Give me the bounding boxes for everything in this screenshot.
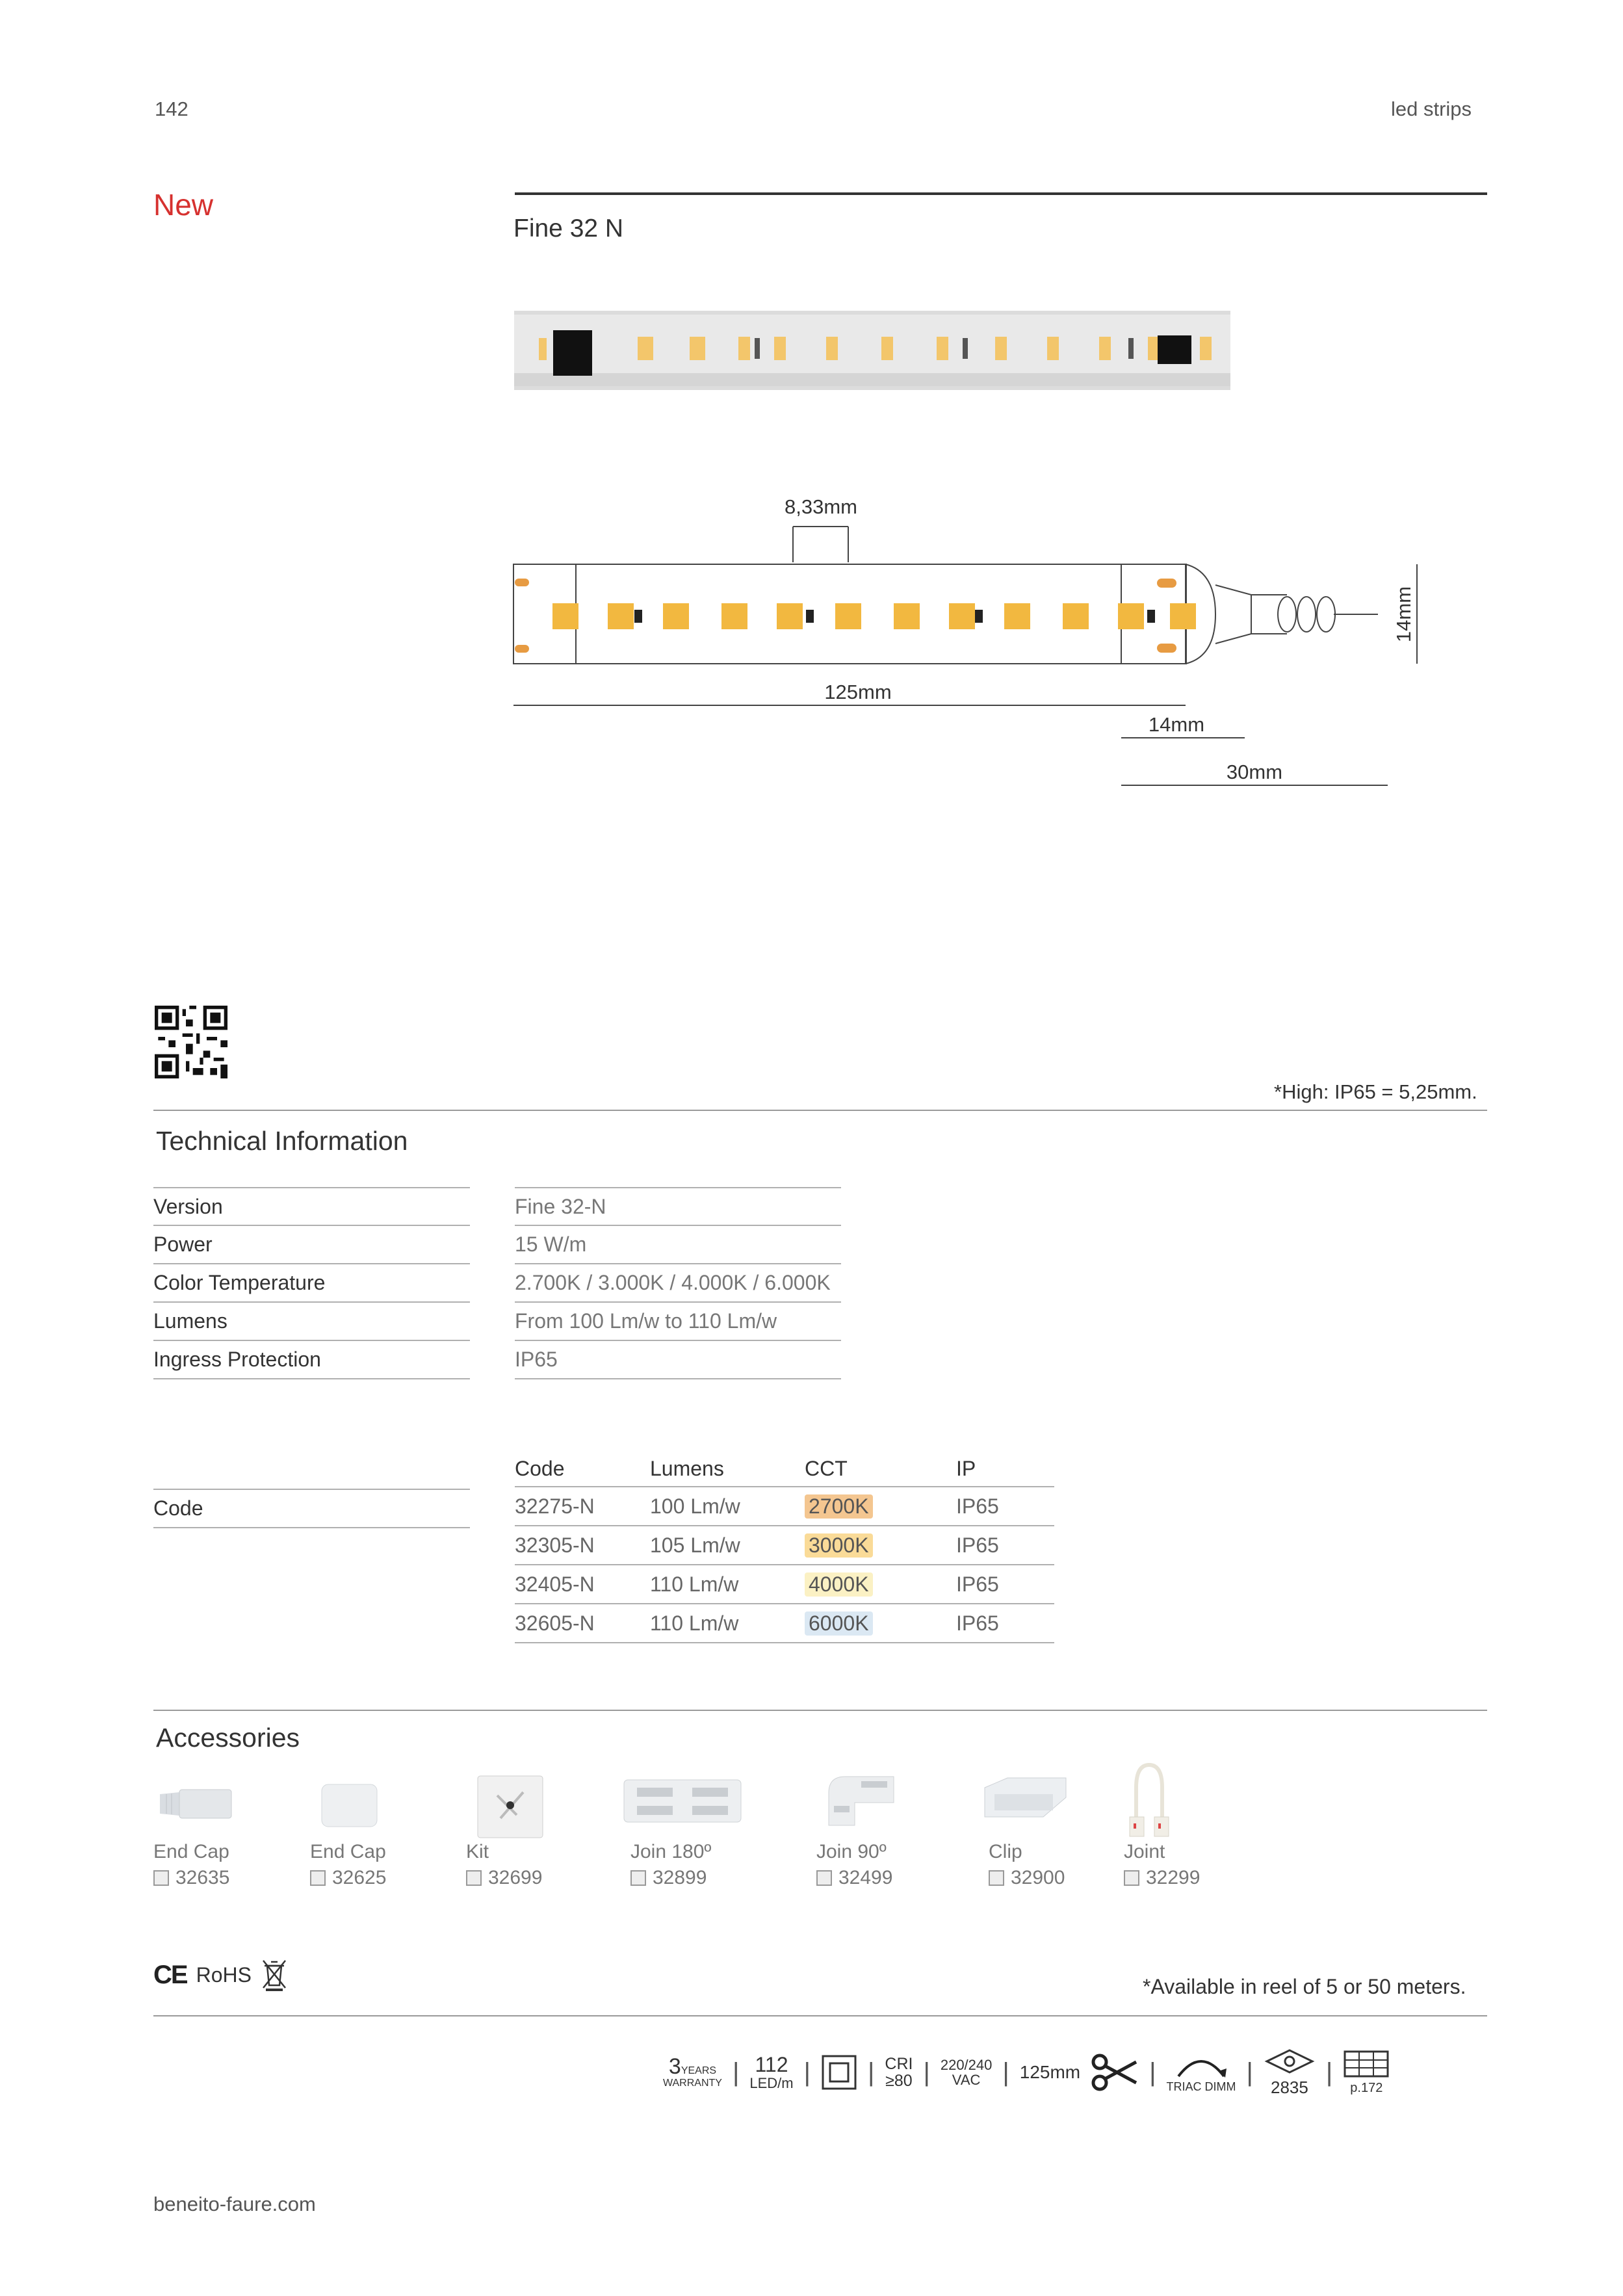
code-label-block	[153, 1489, 470, 1528]
cell-lumens: 105 Lm/w	[650, 1533, 740, 1557]
accessory-code: 32625	[332, 1867, 387, 1888]
tech-label-column	[153, 1187, 470, 1379]
led-strip-photo	[514, 311, 1230, 390]
header-code: Code	[515, 1456, 565, 1480]
class-ii-icon	[821, 2054, 857, 2091]
tech-label: Color Temperature	[153, 1271, 326, 1294]
website-link[interactable]: beneito-faure.com	[153, 2193, 316, 2215]
smd-chip-icon	[1264, 2048, 1316, 2076]
accessory-code: 32635	[175, 1867, 230, 1888]
tech-value: 2.700K / 3.000K / 4.000K / 6.000K	[515, 1271, 831, 1294]
page-reference[interactable]: p.172	[1343, 2050, 1390, 2095]
tech-value-column	[515, 1187, 841, 1379]
accessory-name: End Cap	[310, 1841, 386, 1862]
dimmer-arc-icon	[1172, 2052, 1230, 2078]
accessory-item[interactable]	[816, 1841, 892, 1889]
new-badge: New	[153, 188, 214, 222]
tech-value: 15 W/m	[515, 1233, 587, 1256]
accessory-code: 32900	[1011, 1867, 1065, 1888]
accessories-title: Accessories	[156, 1723, 300, 1753]
table-row	[515, 1526, 1054, 1565]
table-row	[515, 1604, 1054, 1643]
length-label: 125mm	[824, 681, 892, 703]
header-ip: IP	[956, 1456, 976, 1480]
checkbox[interactable]	[466, 1870, 482, 1886]
end-label: 30mm	[1226, 761, 1283, 783]
checkbox[interactable]	[153, 1870, 169, 1886]
tech-value: Fine 32-N	[515, 1194, 606, 1218]
checkbox[interactable]	[989, 1870, 1004, 1886]
joint-cable-icon[interactable]	[1117, 1762, 1182, 1840]
cell-lumens: 110 Lm/w	[650, 1611, 739, 1635]
tech-value: IP65	[515, 1348, 558, 1371]
accessory-code: 32699	[488, 1867, 543, 1888]
code-table	[515, 1451, 1054, 1643]
qr-code[interactable]	[155, 1006, 227, 1078]
height-label: 14mm	[1392, 586, 1415, 643]
accessory-name: Kit	[466, 1841, 489, 1862]
header-cct: CCT	[805, 1456, 848, 1480]
ce-mark: CE	[153, 1960, 187, 1989]
ip-height-note: *High: IP65 = 5,25mm.	[1274, 1080, 1477, 1103]
separator: |	[803, 2057, 811, 2087]
technical-title: Technical Information	[156, 1126, 408, 1156]
separator: |	[923, 2057, 930, 2087]
separator: |	[1149, 2057, 1156, 2087]
tech-label: Version	[153, 1194, 223, 1218]
separator: |	[1002, 2057, 1009, 2087]
accessory-name: Clip	[989, 1841, 1022, 1862]
accessory-name: Join 180º	[630, 1841, 712, 1862]
code-label: Code	[153, 1496, 203, 1520]
accessory-code: 32899	[653, 1867, 707, 1888]
accessory-item[interactable]	[466, 1841, 542, 1889]
header-lumens: Lumens	[650, 1456, 724, 1480]
warranty-badge: 3YEARS WARRANTY	[663, 2054, 722, 2089]
accessory-code: 32299	[1146, 1867, 1201, 1888]
voltage: 220/240 VAC	[940, 2056, 993, 2088]
dimming: TRIAC DIMM	[1167, 2052, 1236, 2093]
separator: |	[1325, 2057, 1333, 2087]
divider	[153, 2015, 1487, 2016]
divider	[153, 1710, 1487, 1711]
cct-badge: 3000K	[805, 1533, 873, 1558]
accessory-name: Joint	[1124, 1841, 1165, 1862]
accessory-item[interactable]	[153, 1841, 229, 1889]
table-row	[515, 1487, 1054, 1526]
chip-type: 2835	[1264, 2048, 1316, 2096]
cell-code: 32605-N	[515, 1611, 595, 1635]
cell-lumens: 110 Lm/w	[650, 1572, 739, 1596]
cap-label: 14mm	[1148, 713, 1205, 736]
checkbox[interactable]	[816, 1870, 832, 1886]
checkbox[interactable]	[630, 1870, 646, 1886]
kit-bag-icon[interactable]	[471, 1769, 549, 1841]
accessory-name: End Cap	[153, 1841, 229, 1862]
code-table-header	[515, 1451, 1054, 1487]
certifications	[153, 1958, 288, 1992]
tech-label: Power	[153, 1233, 213, 1256]
cct-badge: 4000K	[805, 1572, 873, 1597]
join-180-icon[interactable]	[621, 1773, 744, 1829]
accessory-item[interactable]	[310, 1841, 386, 1889]
cell-ip: IP65	[956, 1533, 999, 1557]
cell-code: 32275-N	[515, 1494, 595, 1518]
cell-ip: IP65	[956, 1611, 999, 1635]
join-90-icon[interactable]	[816, 1767, 900, 1832]
end-cap-block-icon[interactable]	[318, 1781, 380, 1830]
separator: |	[1246, 2057, 1253, 2087]
accessory-item[interactable]	[630, 1841, 711, 1889]
cct-badge: 2700K	[805, 1494, 873, 1519]
page-number: 142	[155, 98, 188, 120]
cell-ip: IP65	[956, 1494, 999, 1518]
dimension-diagram	[507, 481, 1495, 800]
clip-icon[interactable]	[981, 1771, 1069, 1827]
cct-badge: 6000K	[805, 1611, 873, 1636]
reel-note: *Available in reel of 5 or 50 meters.	[1143, 1975, 1466, 1998]
checkbox[interactable]	[1124, 1870, 1139, 1886]
cell-ip: IP65	[956, 1572, 999, 1596]
divider	[153, 1110, 1487, 1111]
weee-bin-icon	[261, 1958, 288, 1992]
tech-label: Ingress Protection	[153, 1348, 321, 1371]
checkbox[interactable]	[310, 1870, 326, 1886]
cell-code: 32405-N	[515, 1572, 595, 1596]
tech-label: Lumens	[153, 1309, 227, 1333]
led-density: 112 LED/m	[749, 2052, 794, 2092]
cri-rating: CRI ≥80	[885, 2054, 913, 2090]
accessory-name: Join 90º	[816, 1841, 887, 1862]
accessory-item[interactable]	[1124, 1841, 1200, 1889]
accessory-code: 32499	[838, 1867, 893, 1888]
product-title: Fine 32 N	[513, 215, 624, 242]
grid-icon	[1343, 2050, 1390, 2078]
scissors-icon	[1091, 2053, 1139, 2092]
cell-code: 32305-N	[515, 1533, 595, 1557]
tech-value: From 100 Lm/w to 110 Lm/w	[515, 1309, 777, 1333]
cut-length: 125mm	[1019, 2062, 1081, 2082]
table-row	[515, 1565, 1054, 1604]
cell-lumens: 100 Lm/w	[650, 1494, 740, 1518]
pitch-label: 8,33mm	[785, 495, 857, 518]
end-cap-connector-icon[interactable]	[153, 1778, 238, 1830]
specs-bar	[663, 2040, 1488, 2105]
section-title: led strips	[1391, 98, 1472, 120]
rohs-mark: RoHS	[196, 1963, 252, 1987]
separator: |	[732, 2057, 740, 2087]
separator: |	[868, 2057, 875, 2087]
accessory-item[interactable]	[989, 1841, 1065, 1889]
title-rule	[515, 192, 1487, 195]
